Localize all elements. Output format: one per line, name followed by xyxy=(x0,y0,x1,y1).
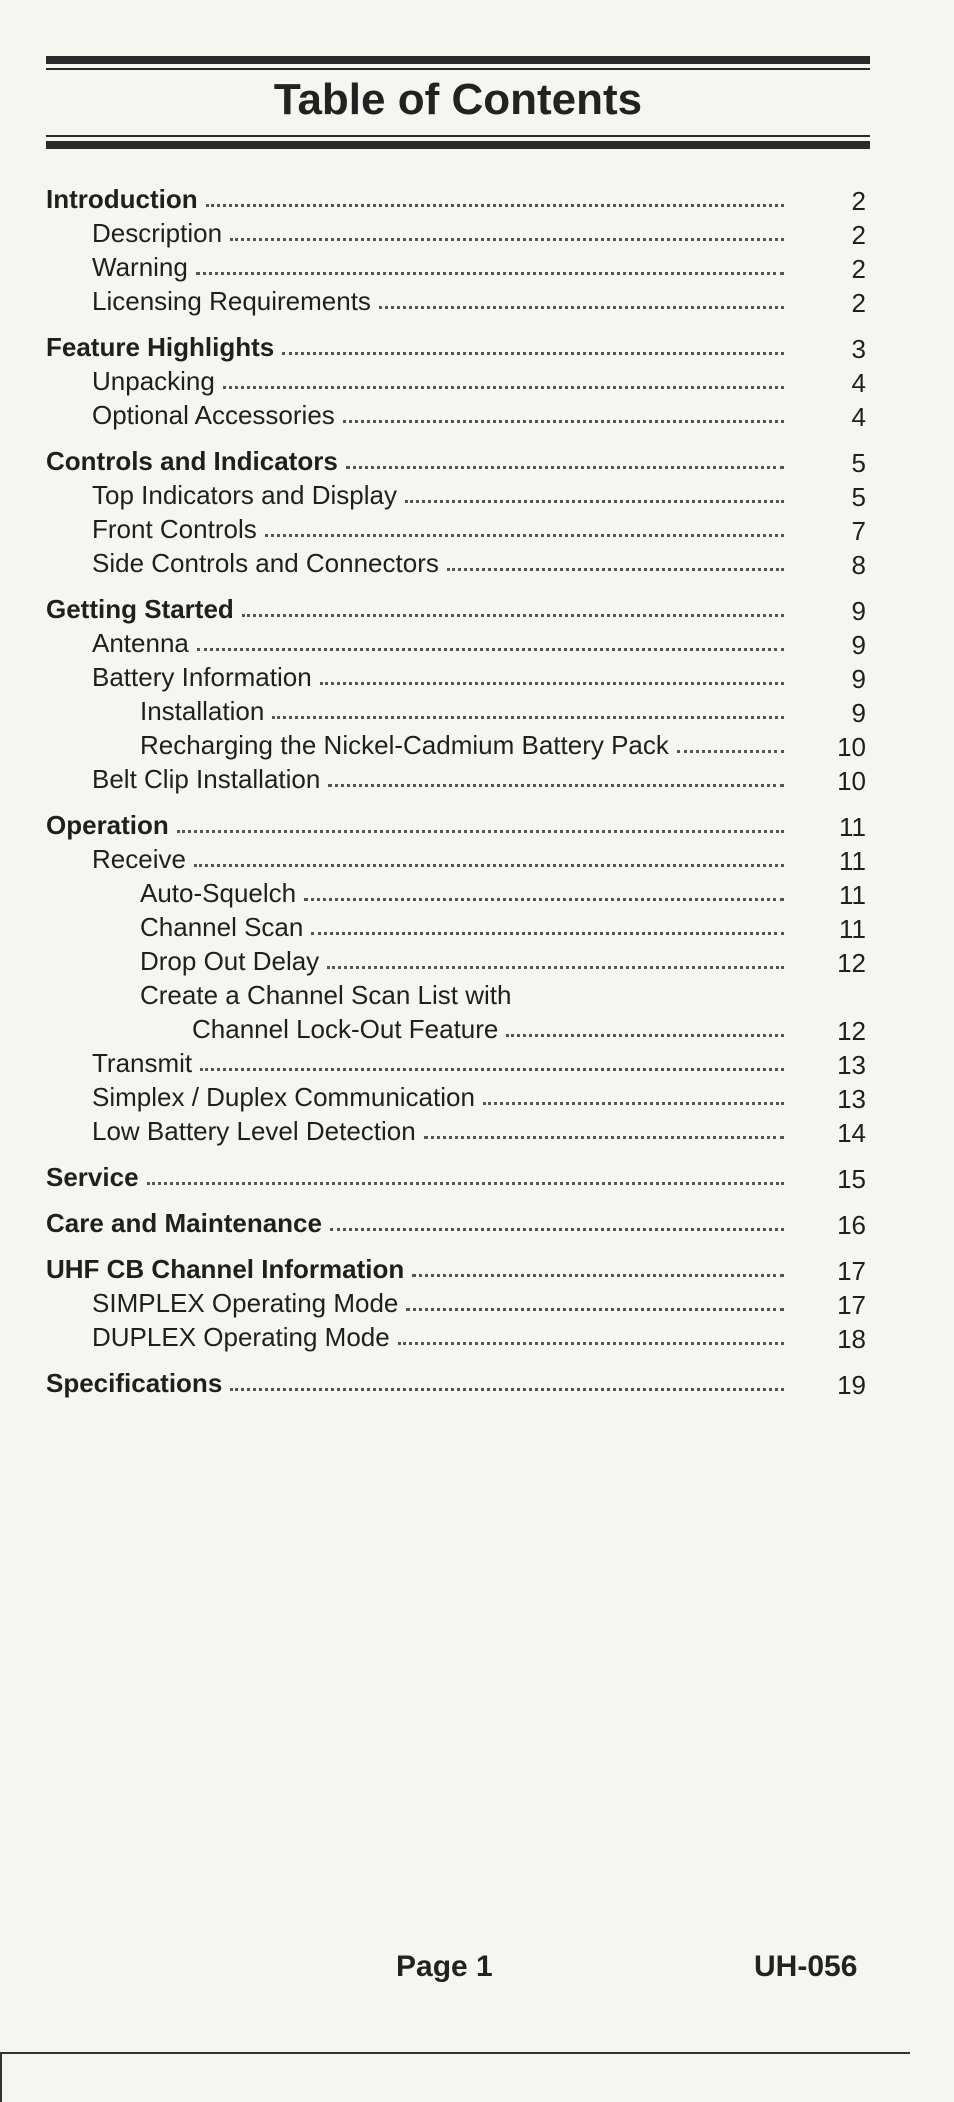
toc-entry-label: Create a Channel Scan List with xyxy=(140,980,512,1010)
toc-page-number: 2 xyxy=(851,186,866,216)
toc-entry[interactable] xyxy=(0,284,954,318)
toc-entry-label: Unpacking xyxy=(92,366,215,396)
toc-entry[interactable] xyxy=(0,216,954,250)
toc-entry-label: Front Controls xyxy=(92,514,257,544)
toc-page-number: 11 xyxy=(839,846,866,876)
dot-leader xyxy=(398,1342,784,1345)
dot-leader xyxy=(147,1182,784,1185)
toc-entry[interactable] xyxy=(0,250,954,284)
toc-page-number: 10 xyxy=(837,766,866,796)
dot-leader xyxy=(406,1308,784,1311)
footer-model-number: UH-056 xyxy=(754,1950,858,1983)
toc-entry-label: Drop Out Delay xyxy=(140,946,320,976)
toc-entry[interactable] xyxy=(0,728,954,762)
toc-entry-label: Channel Scan xyxy=(140,912,304,942)
top-rule-thick xyxy=(46,56,870,64)
toc-entry[interactable] xyxy=(0,1046,954,1080)
toc-section[interactable] xyxy=(0,592,954,626)
toc-entry[interactable] xyxy=(0,1080,954,1114)
toc-section[interactable] xyxy=(0,1366,954,1400)
toc-page-number: 4 xyxy=(851,368,866,398)
toc-page-number: 9 xyxy=(851,596,866,626)
toc-entry[interactable] xyxy=(0,762,954,796)
toc-entry[interactable] xyxy=(0,478,954,512)
toc-entry-label: Side Controls and Connectors xyxy=(92,548,439,578)
dot-leader xyxy=(424,1136,784,1139)
table-of-contents xyxy=(0,182,954,1400)
toc-entry[interactable] xyxy=(0,694,954,728)
toc-page-number: 2 xyxy=(851,254,866,284)
toc-entry-label: Operation xyxy=(46,810,169,840)
toc-entry[interactable] xyxy=(0,512,954,546)
toc-section[interactable] xyxy=(0,182,954,216)
toc-page-number: 18 xyxy=(837,1324,866,1354)
dot-leader xyxy=(677,750,784,753)
toc-page-number: 13 xyxy=(837,1050,866,1080)
title-rule-thick xyxy=(46,141,870,149)
dot-leader xyxy=(197,648,784,651)
page-title: Table of Contents xyxy=(273,75,643,124)
dot-leader xyxy=(177,830,784,833)
dot-leader xyxy=(327,966,784,969)
dot-leader xyxy=(346,466,784,469)
toc-entry-label: Controls and Indicators xyxy=(46,446,338,476)
toc-entry-label: Belt Clip Installation xyxy=(92,764,321,794)
toc-page-number: 12 xyxy=(837,1016,866,1046)
toc-entry-label: Low Battery Level Detection xyxy=(92,1116,416,1146)
toc-entry-label: Optional Accessories xyxy=(92,400,335,430)
dot-leader xyxy=(272,716,784,719)
toc-entry-label: Receive xyxy=(92,844,186,874)
toc-page-number: 15 xyxy=(837,1164,866,1194)
toc-section[interactable] xyxy=(0,330,954,364)
toc-page-number: 16 xyxy=(837,1210,866,1240)
dot-leader xyxy=(200,1068,784,1071)
toc-page-number: 9 xyxy=(851,630,866,660)
toc-page-number: 3 xyxy=(851,334,866,364)
toc-entry[interactable] xyxy=(0,876,954,910)
toc-entry[interactable] xyxy=(0,1012,954,1046)
dot-leader xyxy=(223,386,784,389)
toc-entry-label: Battery Information xyxy=(92,662,312,692)
toc-entry-label: Description xyxy=(92,218,223,248)
toc-page-number: 11 xyxy=(839,914,866,944)
toc-page-number: 7 xyxy=(851,516,866,546)
dot-leader xyxy=(405,500,784,503)
toc-page-number: 2 xyxy=(851,288,866,318)
toc-entry-label: Service xyxy=(46,1162,139,1192)
dot-leader xyxy=(282,352,784,355)
toc-entry-label: Top Indicators and Display xyxy=(92,480,397,510)
toc-entry-label: Specifications xyxy=(46,1368,223,1398)
toc-page-number: 19 xyxy=(837,1370,866,1400)
toc-page-number: 14 xyxy=(837,1118,866,1148)
toc-entry[interactable] xyxy=(0,626,954,660)
toc-entry[interactable] xyxy=(0,842,954,876)
toc-page-number: 12 xyxy=(837,948,866,978)
title-rule-thin xyxy=(46,135,870,137)
toc-page-number: 8 xyxy=(851,550,866,580)
dot-leader xyxy=(304,898,784,901)
toc-entry-label: Channel Lock-Out Feature xyxy=(192,1014,499,1044)
toc-entry[interactable] xyxy=(0,1114,954,1148)
dot-leader xyxy=(412,1274,784,1277)
toc-entry[interactable] xyxy=(0,944,954,978)
toc-entry-label: Care and Maintenance xyxy=(46,1208,322,1238)
toc-entry-label: Transmit xyxy=(92,1048,193,1078)
toc-entry-label: Auto-Squelch xyxy=(140,878,297,908)
toc-page-number: 5 xyxy=(851,448,866,478)
toc-entry[interactable] xyxy=(0,660,954,694)
toc-entry-label: Recharging the Nickel-Cadmium Battery Pack xyxy=(140,730,669,760)
toc-section[interactable] xyxy=(0,444,954,478)
dot-leader xyxy=(265,534,784,537)
toc-page-number: 4 xyxy=(851,402,866,432)
toc-entry-label: UHF CB Channel Information xyxy=(46,1254,405,1284)
toc-entry-label: Antenna xyxy=(92,628,189,658)
dot-leader xyxy=(311,932,784,935)
toc-page-number: 2 xyxy=(851,220,866,250)
toc-entry-label: Installation xyxy=(140,696,265,726)
toc-entry-label: Simplex / Duplex Communication xyxy=(92,1082,475,1112)
toc-section[interactable] xyxy=(0,1206,954,1240)
toc-entry-label: Getting Started xyxy=(46,594,234,624)
dot-leader xyxy=(328,784,784,787)
toc-entry-label: Licensing Requirements xyxy=(92,286,371,316)
dot-leader xyxy=(194,864,784,867)
dot-leader xyxy=(379,306,784,309)
toc-section[interactable] xyxy=(0,1252,954,1286)
toc-entry-label: Warning xyxy=(92,252,188,282)
toc-page-number: 17 xyxy=(837,1290,866,1320)
toc-section[interactable] xyxy=(0,808,954,842)
toc-entry[interactable] xyxy=(0,978,954,1012)
toc-section[interactable] xyxy=(0,1160,954,1194)
toc-page-number: 5 xyxy=(851,482,866,512)
dot-leader xyxy=(506,1034,784,1037)
dot-leader xyxy=(230,238,784,241)
left-edge-rule xyxy=(0,2052,2,2102)
dot-leader xyxy=(230,1388,784,1391)
dot-leader xyxy=(206,204,784,207)
toc-page-number: 17 xyxy=(837,1256,866,1286)
dot-leader xyxy=(330,1228,784,1231)
dot-leader xyxy=(447,568,784,571)
toc-page-number: 10 xyxy=(837,732,866,762)
toc-page-number: 11 xyxy=(839,812,866,842)
dot-leader xyxy=(343,420,784,423)
toc-entry[interactable] xyxy=(0,1320,954,1354)
toc-entry[interactable] xyxy=(0,398,954,432)
toc-entry[interactable] xyxy=(0,1286,954,1320)
toc-entry-label: Introduction xyxy=(46,184,198,214)
dot-leader xyxy=(196,272,784,275)
bottom-rule xyxy=(0,2052,910,2054)
toc-page-number: 9 xyxy=(851,664,866,694)
toc-entry[interactable] xyxy=(0,910,954,944)
toc-entry[interactable] xyxy=(0,364,954,398)
toc-entry[interactable] xyxy=(0,546,954,580)
toc-page-number: 11 xyxy=(839,880,866,910)
footer-page-number: Page 1 xyxy=(396,1950,493,1983)
toc-page-number: 9 xyxy=(851,698,866,728)
dot-leader xyxy=(483,1102,784,1105)
dot-leader xyxy=(242,614,784,617)
toc-entry-label: SIMPLEX Operating Mode xyxy=(92,1288,399,1318)
toc-entry-label: DUPLEX Operating Mode xyxy=(92,1322,390,1352)
toc-entry-label: Feature Highlights xyxy=(46,332,275,362)
dot-leader xyxy=(320,682,784,685)
toc-page-number: 13 xyxy=(837,1084,866,1114)
